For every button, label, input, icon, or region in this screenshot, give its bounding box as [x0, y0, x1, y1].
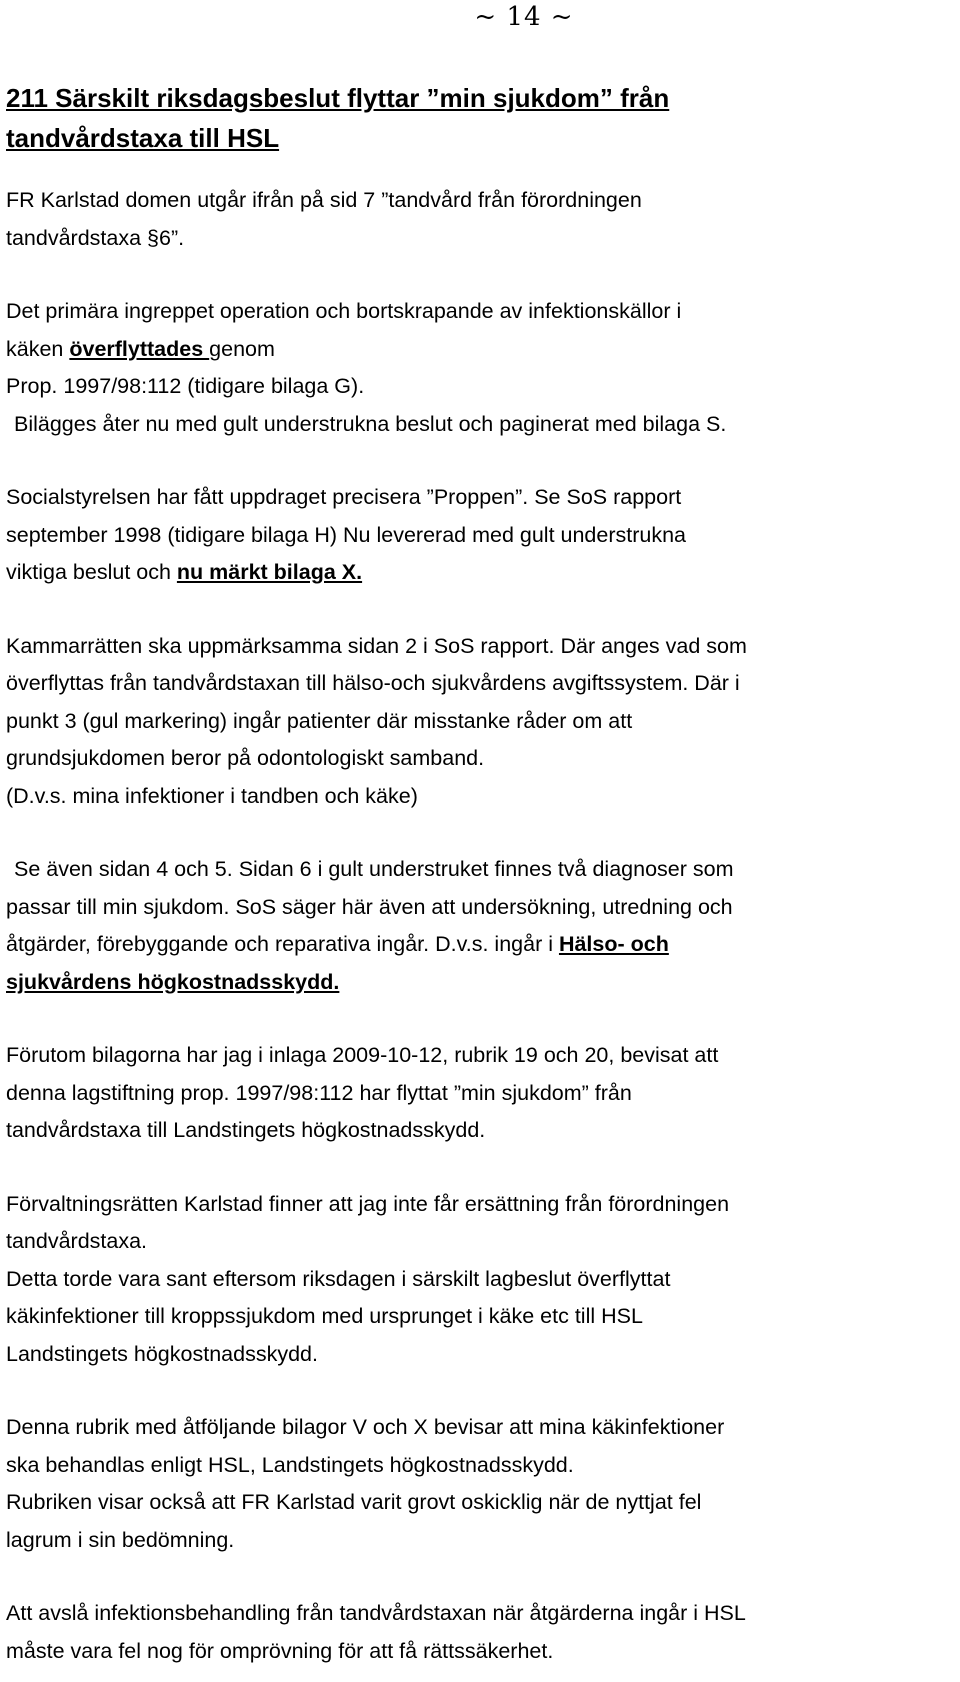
heading-line: tandvårdstaxa till HSL [6, 123, 280, 153]
text-line: Prop. 1997/98:112 (tidigare bilaga G). [6, 374, 365, 398]
text-line: passar till min sjukdom. SoS säger här även att undersökning, utredning och [6, 894, 733, 919]
text-line: Förvaltningsrätten Karlstad finner att jag inte får ersättning från förordningen [6, 1191, 730, 1216]
emphasized-text: sjukvårdens högkostnadsskydd. [6, 969, 340, 994]
text-fragment: genom [209, 336, 275, 361]
text-line: Det primära ingreppet operation och bortskrapande av infektionskällor i [6, 299, 682, 323]
text-line: FR Karlstad domen utgår ifrån på sid 7 ”tandvård från förordningen [6, 188, 642, 212]
text-line: Se även sidan 4 och 5. Sidan 6 i gult understruket finnes två diagnoser som [14, 857, 734, 881]
text-line: Detta torde vara sant eftersom riksdagen i särskilt lagbeslut överflyttat [6, 1266, 671, 1291]
text-line: Förutom bilagorna har jag i inlaga 2009-10-12, rubrik 19 och 20, bevisat att [6, 1043, 719, 1067]
text-line: tandvårdstaxa till Landstingets högkostnadsskydd. [6, 1118, 486, 1142]
text-line: denna lagstiftning prop. 1997/98:112 har flyttat ”min sjukdom” från [6, 1080, 632, 1105]
text-line: Rubriken visar också att FR Karlstad varit grovt oskicklig när de nyttjat fel [6, 1490, 702, 1514]
text-line: överflyttas från tandvårdstaxan till hälso-och sjukvårdens avgiftssystem. Där i [6, 671, 740, 695]
section-heading [6, 78, 956, 158]
paragraph [6, 1186, 956, 1374]
text-line: ska behandlas enligt HSL, Landstingets högkostnadsskydd. [6, 1452, 574, 1477]
text-line: käkinfektioner till kroppssjukdom med ursprunget i käke etc till HSL [6, 1304, 643, 1328]
text-line: måste vara fel nog för omprövning för att få rättssäkerhet. [6, 1638, 554, 1663]
underlined-text: överflyttades [69, 336, 210, 361]
text-line: Kammarrätten ska uppmärksamma sidan 2 i SoS rapport. Där anges vad som [6, 633, 747, 658]
text-line: lagrum i sin bedömning. [6, 1527, 235, 1552]
text-line: tandvårdstaxa §6”. [6, 225, 185, 250]
text-line: (D.v.s. mina infektioner i tandben och käke) [6, 783, 418, 808]
text-line: september 1998 (tidigare bilaga H) Nu levererad med gult understrukna [6, 522, 687, 547]
heading-line: 211 Särskilt riksdagsbeslut flyttar ”min sjukdom” från [6, 83, 670, 113]
text-fragment: viktiga beslut och [6, 560, 177, 584]
paragraph [6, 628, 956, 816]
paragraph [6, 1595, 956, 1670]
text-fragment: käken [6, 336, 70, 361]
paragraph [6, 479, 956, 592]
text-line: tandvårdstaxa. [6, 1229, 148, 1253]
emphasized-text: Hälso- och [558, 932, 669, 956]
paragraph [6, 182, 956, 257]
paragraph [6, 293, 956, 443]
text-line: grundsjukdomen beror på odontologiskt samband. [6, 746, 485, 770]
emphasized-text: nu märkt bilaga X. [176, 560, 363, 584]
text-line: Landstingets högkostnadsskydd. [6, 1341, 318, 1366]
text-fragment: åtgärder, förebyggande och reparativa ingår. D.v.s. ingår i [6, 932, 559, 956]
text-line: Denna rubrik med åtföljande bilagor V och X bevisar att mina käkinfektioner [6, 1415, 725, 1439]
document-body [6, 78, 956, 1670]
paragraph [6, 1037, 956, 1150]
text-line: Bilägges åter nu med gult understrukna beslut och paginerat med bilaga S. [14, 411, 727, 436]
page-number: ~ 14 ~ [474, 2, 574, 32]
text-line: Socialstyrelsen har fått uppdraget precisera ”Proppen”. Se SoS rapport [6, 485, 682, 509]
text-line: Att avslå infektionsbehandling från tandvårdstaxan när åtgärderna ingår i HSL [6, 1601, 746, 1625]
text-line: punkt 3 (gul markering) ingår patienter där misstanke råder om att [6, 708, 633, 733]
paragraph [6, 851, 956, 1001]
paragraph [6, 1409, 956, 1559]
